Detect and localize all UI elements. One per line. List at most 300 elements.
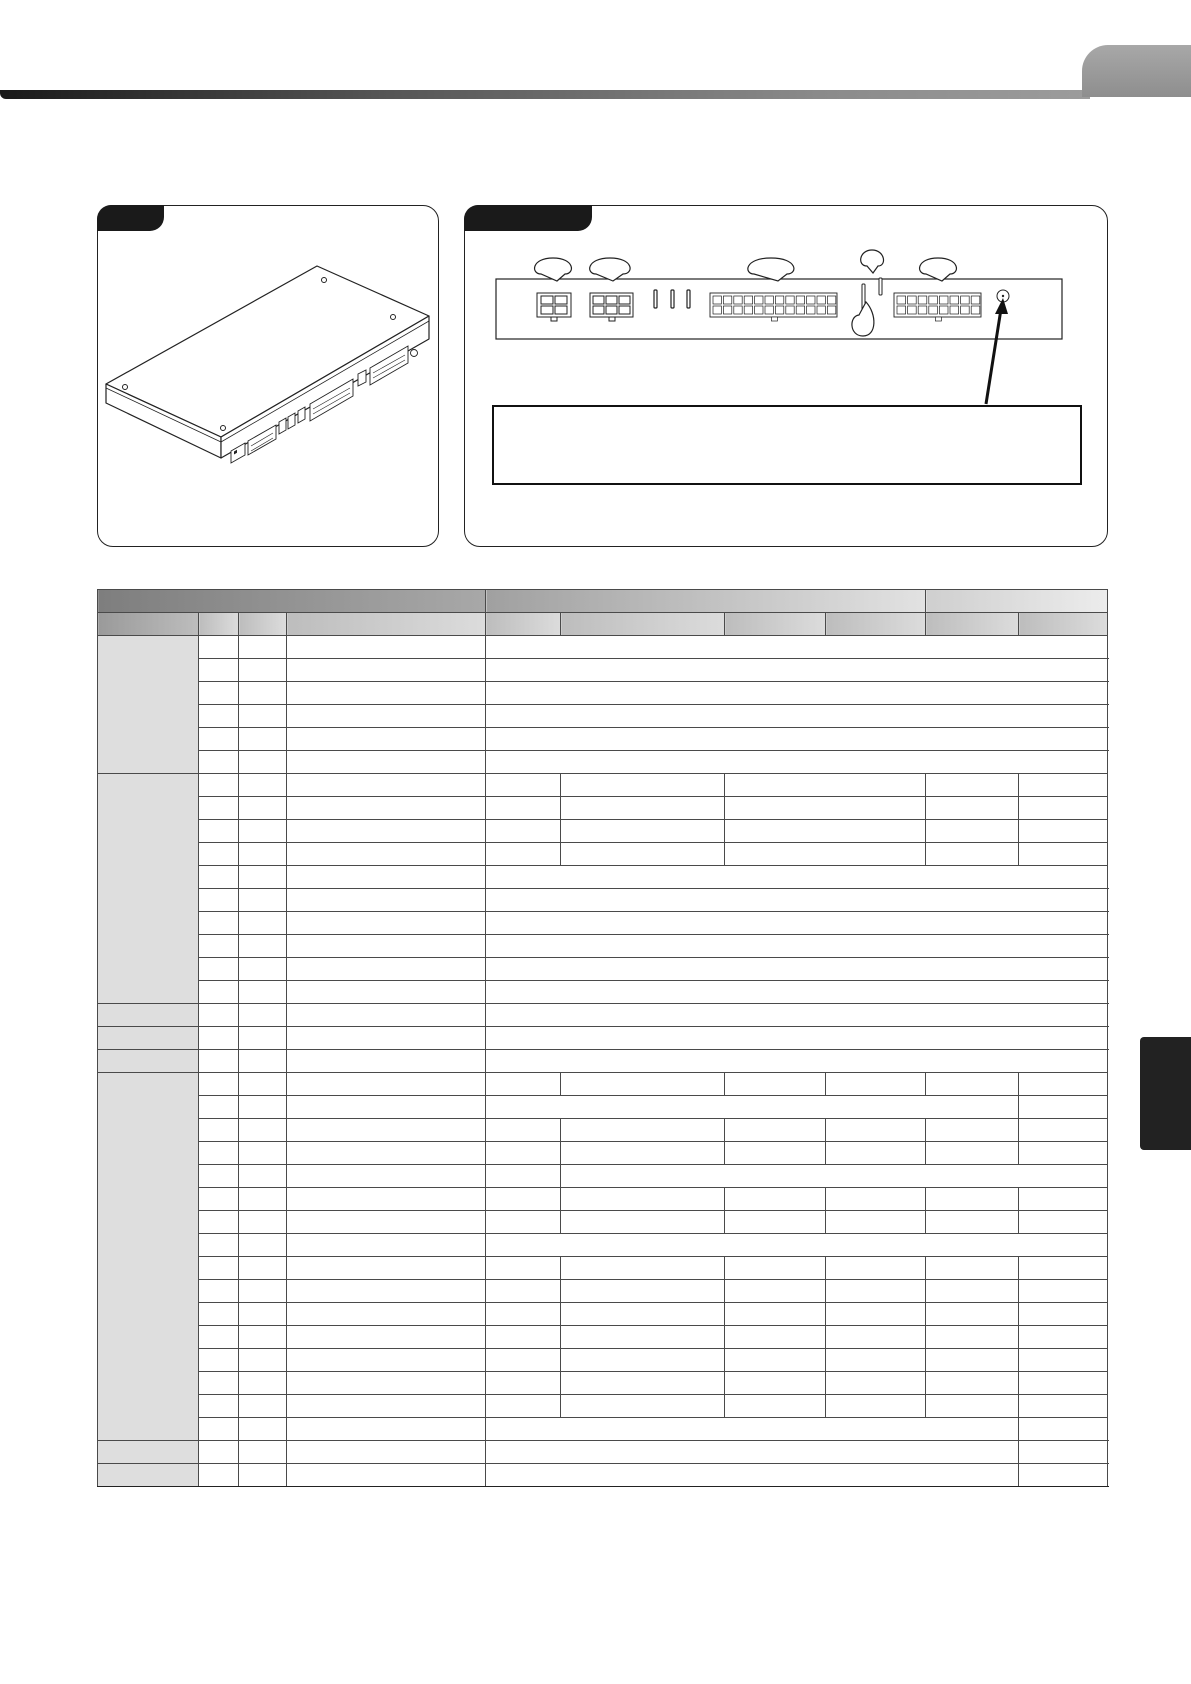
table-cell (199, 1372, 239, 1395)
table-cell (926, 843, 1019, 866)
table-row (98, 705, 1108, 728)
table-cell (826, 1395, 926, 1418)
table-cell (287, 1280, 486, 1303)
connector-pin (939, 306, 948, 314)
table-cell (287, 889, 486, 912)
table-group-label (98, 1027, 199, 1050)
table-cell (239, 912, 287, 935)
table-cell (287, 981, 486, 1004)
table-cell (486, 1257, 561, 1280)
connector-pin (929, 296, 938, 304)
table-header-cell (287, 613, 486, 636)
header-rule (0, 90, 1090, 99)
table-row (98, 636, 1108, 659)
table-cell (239, 1142, 287, 1165)
table-cell (561, 797, 725, 820)
table-cell (199, 1142, 239, 1165)
table-cell (486, 1119, 561, 1142)
table-cell (561, 843, 725, 866)
table-header-cell (199, 613, 239, 636)
connector-pin (734, 296, 742, 304)
table-cell (561, 820, 725, 843)
table-cell (486, 682, 1108, 705)
table-cell (199, 1050, 239, 1073)
table-cell (926, 797, 1019, 820)
table-cell (926, 1303, 1019, 1326)
table-row (98, 843, 1108, 866)
table-row (98, 820, 1108, 843)
table-cell (486, 1303, 561, 1326)
table-cell (287, 1418, 486, 1441)
table-cell (287, 843, 486, 866)
connector-layout-panel (464, 205, 1108, 547)
table-cell (199, 1280, 239, 1303)
table-cell (239, 1165, 287, 1188)
table-row (98, 1188, 1108, 1211)
table-row (98, 1050, 1108, 1073)
table-cell (287, 1073, 486, 1096)
table-cell (239, 1211, 287, 1234)
table-cell (561, 1280, 725, 1303)
device-illustration-panel (97, 205, 439, 547)
table-cell (199, 1004, 239, 1027)
table-cell (287, 1303, 486, 1326)
table-row (98, 1073, 1108, 1096)
connector-pin (897, 296, 906, 304)
table-row (98, 1165, 1108, 1188)
connector-pin (817, 306, 825, 314)
connector-pin (827, 306, 835, 314)
table-cell (199, 1027, 239, 1050)
table-cell (287, 912, 486, 935)
table-cell (239, 705, 287, 728)
table-cell (199, 1257, 239, 1280)
table-cell (561, 1395, 725, 1418)
table-row (98, 1464, 1108, 1487)
table-cell (561, 1326, 725, 1349)
table-cell (486, 751, 1108, 774)
table-row (98, 1119, 1108, 1142)
table-cell (287, 774, 486, 797)
table-row (98, 1257, 1108, 1280)
table-cell (287, 1464, 486, 1487)
table-cell (239, 935, 287, 958)
table-cell (239, 981, 287, 1004)
table-cell (486, 659, 1108, 682)
table-cell (199, 1441, 239, 1464)
table-cell (486, 1464, 1019, 1487)
table-cell (1019, 797, 1108, 820)
table-header-cell (826, 613, 926, 636)
table-cell (1019, 1441, 1108, 1464)
table-cell (926, 1349, 1019, 1372)
table-cell (287, 1165, 486, 1188)
table-cell (199, 728, 239, 751)
table-row (98, 728, 1108, 751)
connector-pin (918, 306, 927, 314)
table-row (98, 1027, 1108, 1050)
table-cell (725, 1303, 826, 1326)
table-cell (725, 774, 926, 797)
table-cell (199, 1349, 239, 1372)
table-cell (486, 843, 561, 866)
table-cell (287, 1234, 486, 1257)
table-cell (199, 912, 239, 935)
connector-key (771, 317, 777, 321)
table-cell (239, 1027, 287, 1050)
table-cell (239, 1441, 287, 1464)
connector-pin (908, 296, 917, 304)
table-cell (287, 1027, 486, 1050)
table-cell (199, 1096, 239, 1119)
table-cell (199, 1395, 239, 1418)
table-cell (199, 1418, 239, 1441)
table-cell (199, 705, 239, 728)
table-cell (486, 981, 1108, 1004)
table-cell (926, 1142, 1019, 1165)
table-cell (1019, 1211, 1108, 1234)
table-group-label (98, 1073, 199, 1441)
table-cell (486, 1027, 1108, 1050)
table-cell (287, 728, 486, 751)
table-row (98, 1142, 1108, 1165)
table-cell (826, 1211, 926, 1234)
table-cell (287, 682, 486, 705)
table-cell (199, 866, 239, 889)
table-cell (199, 1211, 239, 1234)
table-cell (826, 1142, 926, 1165)
connector-pin (744, 296, 752, 304)
table-cell (239, 1073, 287, 1096)
table-cell (239, 1349, 287, 1372)
table-cell (239, 1280, 287, 1303)
table-cell (287, 1257, 486, 1280)
table-cell (926, 1073, 1019, 1096)
connector-pin (775, 306, 783, 314)
connector-pin (908, 306, 917, 314)
table-cell (926, 774, 1019, 797)
connector-pin (897, 306, 906, 314)
table-cell (725, 1280, 826, 1303)
table-cell (1019, 1119, 1108, 1142)
connector-pin (765, 306, 773, 314)
table-cell (1019, 1257, 1108, 1280)
table-cell (926, 1372, 1019, 1395)
table-cell (287, 1096, 486, 1119)
connector-pin (765, 296, 773, 304)
connector-pin (918, 296, 927, 304)
connector-pin (807, 296, 815, 304)
table-cell (199, 1464, 239, 1487)
connector-pin (744, 306, 752, 314)
table-group-label (98, 1050, 199, 1073)
table-cell (486, 820, 561, 843)
table-row (98, 659, 1108, 682)
table-cell (287, 935, 486, 958)
table-cell (199, 1165, 239, 1188)
table-cell (561, 1257, 725, 1280)
table-cell (826, 1119, 926, 1142)
table-cell (486, 912, 1108, 935)
connector-front-view (465, 206, 1107, 406)
table-cell (199, 958, 239, 981)
table-cell (725, 1142, 826, 1165)
connector-pin (817, 296, 825, 304)
table-cell (826, 1349, 926, 1372)
table-cell (486, 866, 1108, 889)
table-row (98, 1211, 1108, 1234)
table-group-label (98, 636, 199, 774)
connector-pin (929, 306, 938, 314)
connector-pin (786, 306, 794, 314)
table-header-cell (926, 613, 1019, 636)
table-cell (239, 820, 287, 843)
table-cell (1019, 1372, 1108, 1395)
chapter-side-tab (1140, 1037, 1191, 1150)
table-cell (486, 1326, 561, 1349)
pin-specification-table (97, 589, 1108, 1487)
table-cell (1019, 820, 1108, 843)
table-cell (486, 1280, 561, 1303)
table-cell (1019, 1303, 1108, 1326)
table-cell (826, 1280, 926, 1303)
connector-pin (713, 306, 721, 314)
table-cell (926, 1119, 1019, 1142)
table-cell (287, 866, 486, 889)
table-cell (826, 1326, 926, 1349)
connector-pin (796, 296, 804, 304)
table-cell (486, 1050, 1108, 1073)
table-cell (725, 820, 926, 843)
table-cell (1019, 1418, 1108, 1441)
table-cell (287, 797, 486, 820)
table-cell (725, 1257, 826, 1280)
connector-pin (961, 296, 970, 304)
table-group-label (98, 1464, 199, 1487)
table-cell (199, 1073, 239, 1096)
table-cell (199, 659, 239, 682)
table-row (98, 912, 1108, 935)
table-cell (561, 1372, 725, 1395)
table-row (98, 866, 1108, 889)
table-header-cell (239, 613, 287, 636)
table-row (98, 1441, 1108, 1464)
table-cell (239, 1119, 287, 1142)
table-cell (826, 1188, 926, 1211)
table-cell (486, 1234, 1108, 1257)
table-cell (239, 889, 287, 912)
table-cell (199, 935, 239, 958)
table-cell (239, 866, 287, 889)
table-cell (239, 751, 287, 774)
connector-pin (807, 306, 815, 314)
table-cell (287, 1372, 486, 1395)
connector-pin (755, 306, 763, 314)
table-cell (287, 958, 486, 981)
table-cell (486, 774, 561, 797)
connector-pin (734, 306, 742, 314)
table-cell (486, 1073, 561, 1096)
table-cell (287, 1004, 486, 1027)
table-cell (486, 1142, 561, 1165)
table-cell (926, 1326, 1019, 1349)
table-row (98, 1096, 1108, 1119)
table-cell (287, 1395, 486, 1418)
table-group-label (98, 1004, 199, 1027)
table-cell (826, 1372, 926, 1395)
table-cell (725, 1188, 826, 1211)
table-cell (486, 1349, 561, 1372)
table-header-cell (926, 590, 1108, 613)
table-header-row-1 (98, 590, 1108, 613)
table-cell (239, 636, 287, 659)
table-cell (287, 1119, 486, 1142)
table-cell (199, 1326, 239, 1349)
table-cell (826, 1257, 926, 1280)
table-cell (561, 1349, 725, 1372)
table-cell (1019, 1326, 1108, 1349)
table-cell (561, 1119, 725, 1142)
table-row (98, 981, 1108, 1004)
table-cell (486, 1372, 561, 1395)
table-cell (725, 797, 926, 820)
table-cell (287, 705, 486, 728)
table-cell (239, 728, 287, 751)
table-cell (561, 1073, 725, 1096)
table-cell (826, 1073, 926, 1096)
table-cell (199, 1234, 239, 1257)
table-cell (486, 1395, 561, 1418)
table-cell (725, 1395, 826, 1418)
table-cell (486, 1418, 1019, 1441)
connector-pin (775, 296, 783, 304)
table-row (98, 1004, 1108, 1027)
table-cell (239, 659, 287, 682)
table-cell (926, 1211, 1019, 1234)
table-cell (287, 1188, 486, 1211)
table-cell (725, 1326, 826, 1349)
table-cell (486, 935, 1108, 958)
connector-pin (786, 296, 794, 304)
table-row (98, 774, 1108, 797)
connector-pin (961, 306, 970, 314)
table-cell (486, 636, 1108, 659)
table-cell (1019, 1280, 1108, 1303)
connector-key (935, 317, 941, 321)
connector-pin (755, 296, 763, 304)
table-cell (199, 751, 239, 774)
device-isometric-illustration (98, 206, 438, 546)
table-cell (1019, 1395, 1108, 1418)
connector-pin (723, 296, 731, 304)
table-row (98, 682, 1108, 705)
table-group-label (98, 1441, 199, 1464)
table-cell (486, 1188, 561, 1211)
table-cell (561, 1303, 725, 1326)
table-cell (486, 1211, 561, 1234)
table-cell (486, 1004, 1108, 1027)
table-row (98, 1372, 1108, 1395)
table-cell (561, 1142, 725, 1165)
table-cell (239, 1395, 287, 1418)
table-cell (1019, 1349, 1108, 1372)
table-cell (199, 981, 239, 1004)
table-cell (725, 1073, 826, 1096)
table-row (98, 1349, 1108, 1372)
table-cell (561, 774, 725, 797)
table-cell (239, 1464, 287, 1487)
table-cell (199, 820, 239, 843)
table-cell (287, 1349, 486, 1372)
table-cell (1019, 1464, 1108, 1487)
table-cell (287, 636, 486, 659)
table-cell (1019, 774, 1108, 797)
table-cell (725, 1349, 826, 1372)
table-cell (199, 682, 239, 705)
table-header-row-2 (98, 613, 1108, 636)
table-cell (725, 843, 926, 866)
table-header-cell (98, 613, 199, 636)
table-cell (199, 774, 239, 797)
connector-pin (827, 296, 835, 304)
table-cell (239, 843, 287, 866)
table-header-cell (1019, 613, 1108, 636)
table-cell (239, 1096, 287, 1119)
table-row (98, 1234, 1108, 1257)
connector-pin (723, 306, 731, 314)
table-cell (725, 1119, 826, 1142)
table-cell (239, 1372, 287, 1395)
table-group-label (98, 774, 199, 1004)
table-cell (725, 1372, 826, 1395)
table-header-cell (486, 590, 926, 613)
table-row (98, 889, 1108, 912)
table-cell (1019, 1096, 1108, 1119)
table-row (98, 797, 1108, 820)
table-cell (1019, 1073, 1108, 1096)
table-cell (486, 958, 1108, 981)
table-cell (486, 705, 1108, 728)
table-cell (826, 1303, 926, 1326)
table-cell (287, 1326, 486, 1349)
table-row (98, 1395, 1108, 1418)
table-header-cell (98, 590, 486, 613)
table-cell (561, 1165, 1108, 1188)
table-row (98, 751, 1108, 774)
table-cell (239, 1050, 287, 1073)
table-cell (239, 1326, 287, 1349)
table-cell (239, 1004, 287, 1027)
table-header-cell (561, 613, 725, 636)
connector-pin (971, 306, 980, 314)
table-cell (486, 1165, 561, 1188)
table-cell (199, 843, 239, 866)
table-cell (486, 1096, 1019, 1119)
table-cell (287, 820, 486, 843)
table-cell (239, 958, 287, 981)
table-cell (926, 1188, 1019, 1211)
table-cell (926, 1280, 1019, 1303)
table-cell (199, 1188, 239, 1211)
table-cell (725, 1211, 826, 1234)
table-cell (199, 1303, 239, 1326)
connector-pin (939, 296, 948, 304)
table-header-cell (725, 613, 826, 636)
table-cell (926, 1257, 1019, 1280)
section-tab (1082, 45, 1191, 97)
table-cell (1019, 1188, 1108, 1211)
table-header-cell (486, 613, 561, 636)
